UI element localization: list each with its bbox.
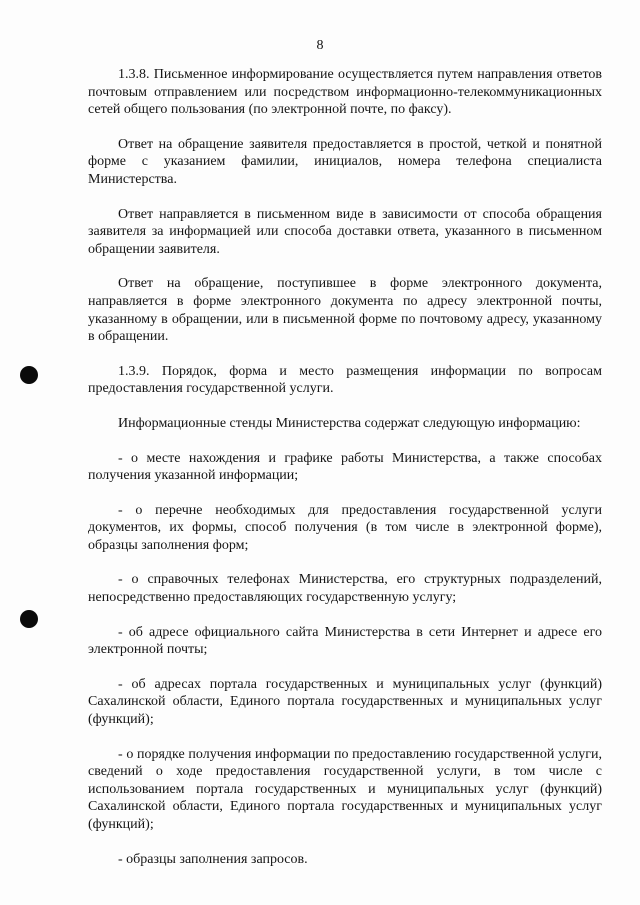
list-item-location: - о месте нахождения и графике работы Министерства, а также способах получения указанной информации; — [88, 450, 602, 484]
punch-hole-top — [20, 366, 38, 384]
list-item-info-procedure: - о порядке получения информации по предоставлению государственной услуги, сведений о ходе предоставления государственной услуги, в том числе с использованием портала государственных и муниципальных услуг (функций) Сахалинской области, Единого портала государственных и муниципальных услуг (функций); — [88, 746, 602, 832]
page-number: 8 — [316, 38, 324, 53]
list-item-documents: - о перечне необходимых для предоставления государственной услуги документов, их формы, способ получения (в том числе в электронной форме), образцы заполнения форм; — [88, 502, 602, 553]
paragraph-answer-delivery: Ответ направляется в письменном виде в зависимости от способа обращения заявителя за информацией или способа доставки ответа, указанного в письменном обращении заявителя. — [88, 206, 602, 257]
paragraph-answer-form: Ответ на обращение заявителя предоставляется в простой, четкой и понятной форме с указанием фамилии, инициалов, номера телефона специалиста Министерства. — [88, 136, 602, 187]
list-item-website: - об адресе официального сайта Министерства в сети Интернет и адресе его электронной почты; — [88, 624, 602, 658]
list-item-samples: - образцы заполнения запросов. — [118, 851, 308, 867]
paragraph-1-3-9: 1.3.9. Порядок, форма и место размещения информации по вопросам предоставления государственной услуги. — [88, 363, 602, 397]
paragraph-info-stands: Информационные стенды Министерства содержат следующую информацию: — [118, 415, 581, 431]
list-item-phones: - о справочных телефонах Министерства, его структурных подразделений, непосредственно предоставляющих государственную услугу; — [88, 572, 602, 606]
list-item-portals: - об адресах портала государственных и муниципальных услуг (функций) Сахалинской области, Единого портала государственных и муниципальных услуг (функций); — [88, 676, 602, 728]
paragraph-electronic-answer: Ответ на обращение, поступившее в форме электронного документа, направляется в форме электронного документа по адресу электронной почты, указанному в обращении, или в письменной форме по почтовому адресу, указанному в обращении. — [88, 276, 602, 345]
document-body — [88, 66, 602, 868]
punch-hole-bottom — [20, 610, 38, 628]
paragraph-1-3-8: 1.3.8. Письменное информирование осуществляется путем направления ответов почтовым отправлением или посредством информационно-телекоммуникационных сетей общего пользования (по электронной почте, по факсу). — [88, 67, 602, 118]
